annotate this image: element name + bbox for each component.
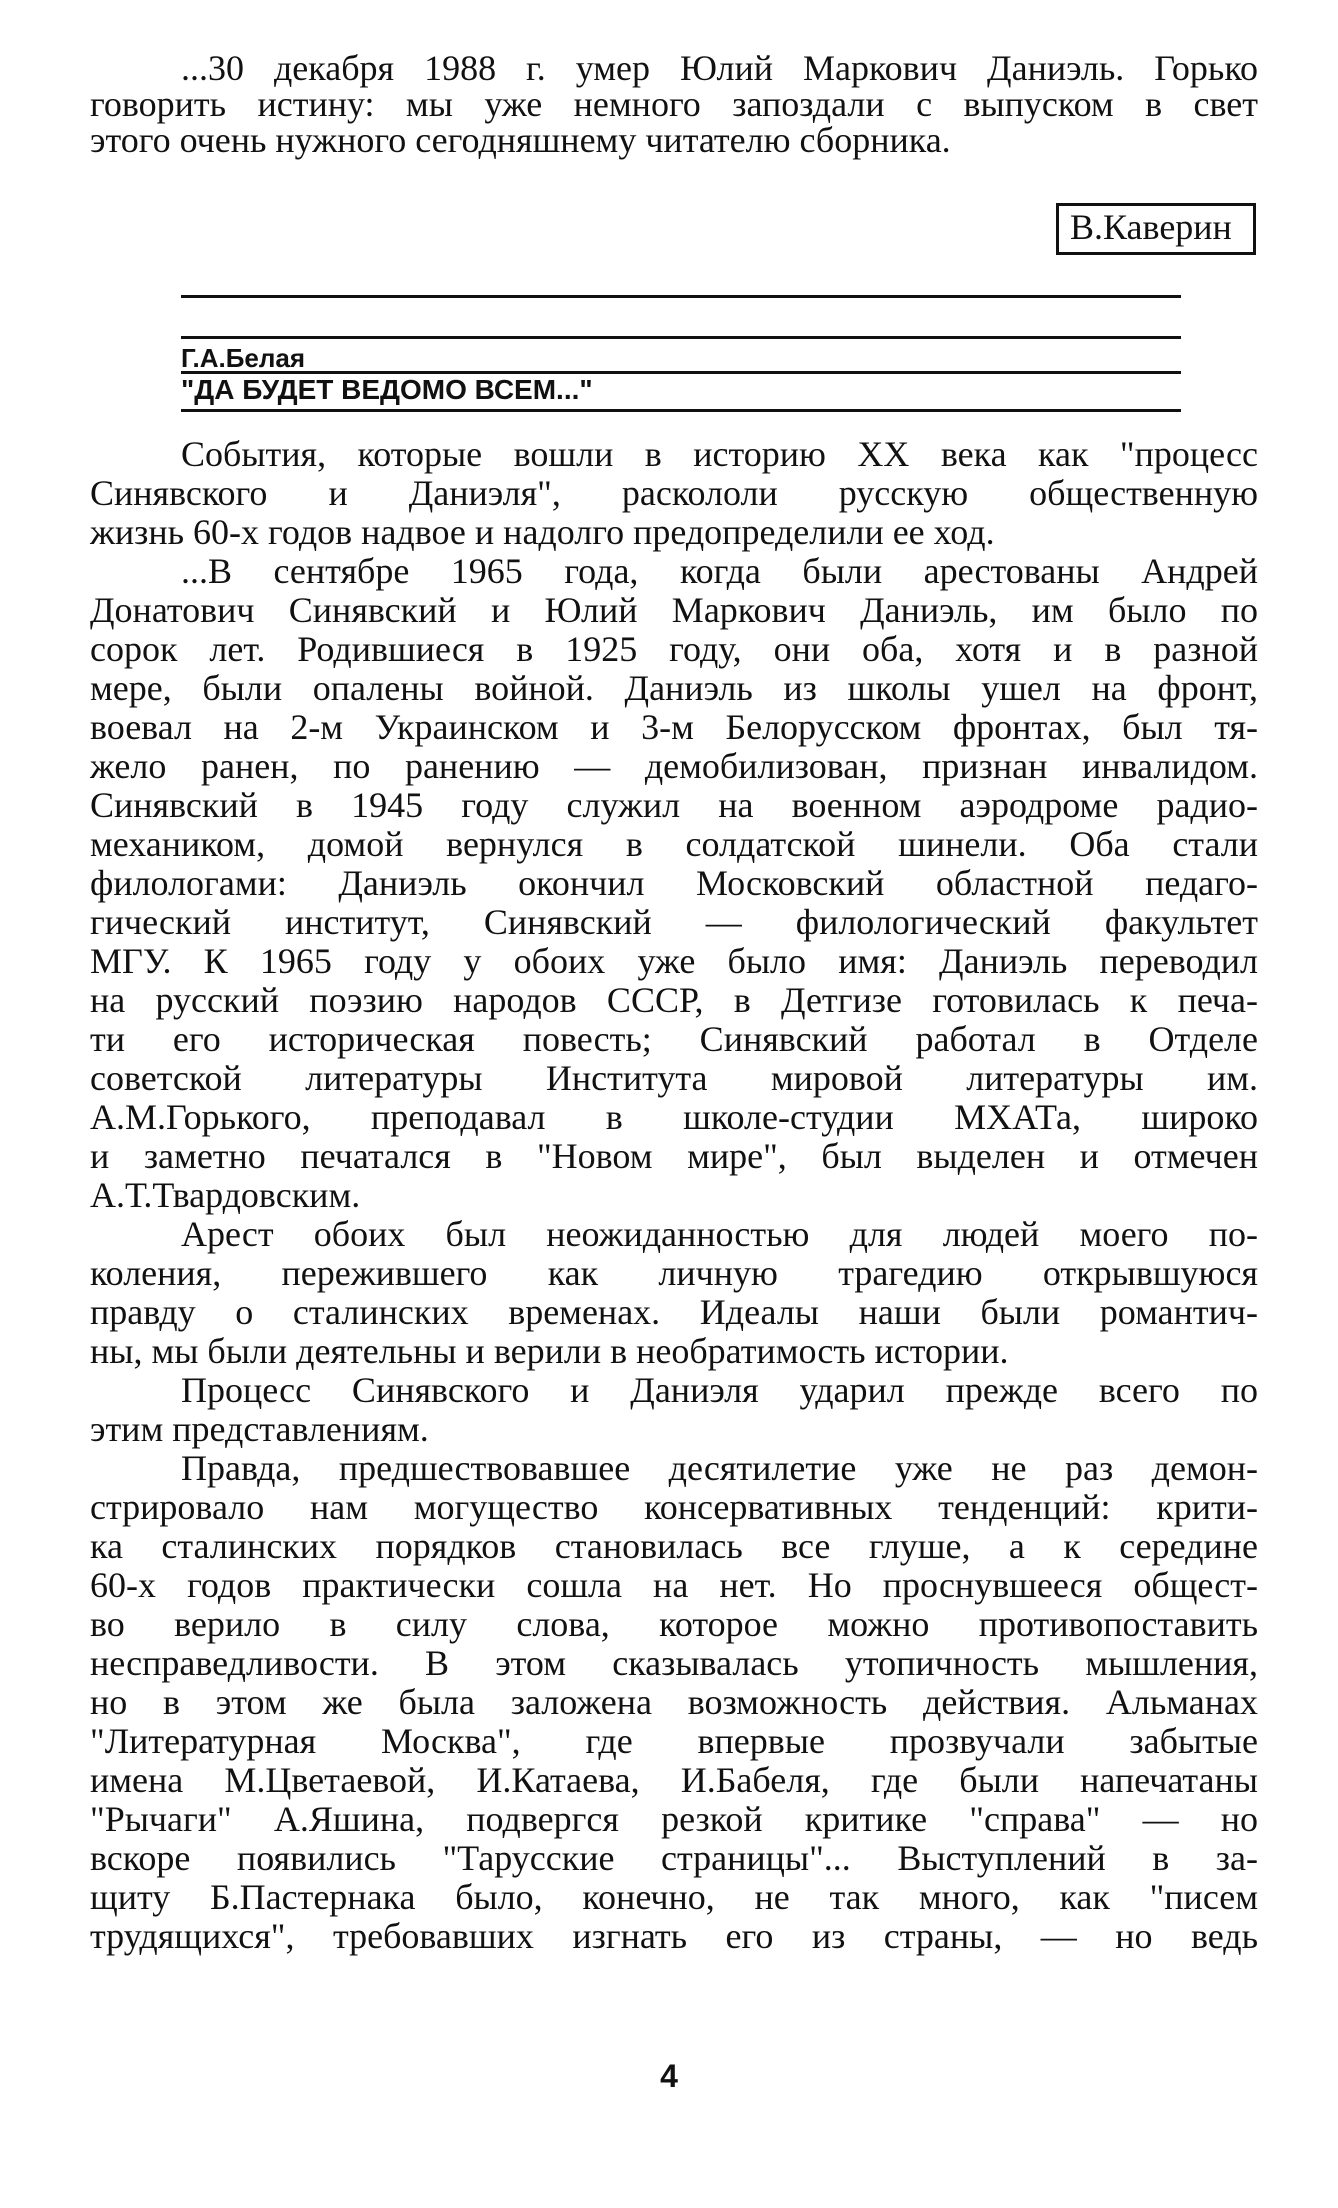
epigraph-line: говорить истину: мы уже немного запоздали с выпуском в свет [90,84,1258,124]
text-line: жизнь 60-х годов надвое и надолго предопределили ее ход. [90,512,995,552]
text-line: ...В сентябре 1965 года, когда были арестованы Андрей [181,551,1258,591]
text-line: на русский поэзию народов СССР, в Детгизе готовилась к печа- [90,980,1258,1020]
text-line: воевал на 2-м Украинском и 3-м Белорусском фронтах, был тя- [90,707,1258,747]
epigraph-line: этого очень нужного сегодняшнему читателю сборника. [90,120,951,160]
text-line: правду о сталинских временах. Идеалы наши были романтич- [90,1292,1258,1332]
epigraph-line: ...30 декабря 1988 г. умер Юлий Маркович Даниэль. Горько [181,48,1258,88]
text-line: имена М.Цветаевой, И.Катаева, И.Бабеля, где были напечатаны [90,1760,1258,1800]
text-line: этим представлениям. [90,1409,429,1449]
text-line: но в этом же была заложена возможность действия. Альманах [90,1682,1258,1722]
text-line: Донатович Синявский и Юлий Маркович Даниэль, им было по [90,590,1258,630]
text-line: ка сталинских порядков становилась все глуше, а к середине [90,1526,1258,1566]
text-line: филологами: Даниэль окончил Московский областной педаго- [90,863,1258,903]
text-line: мере, были опалены войной. Даниэль из школы ушел на фронт, [90,668,1258,708]
divider-rule [181,295,1181,298]
text-line: гический институт, Синявский — филологический факультет [90,902,1258,942]
text-line: трудящихся", требовавших изгнать его из страны, — но ведь [90,1916,1258,1956]
text-line: "Рычаги" А.Яшина, подвергся резкой критике "справа" — но [90,1799,1258,1839]
text-line: ны, мы были деятельны и верили в необратимость истории. [90,1331,1009,1371]
text-line: во верило в силу слова, которое можно противопоставить [90,1604,1258,1644]
page-number: 4 [660,2058,678,2094]
text-line: коления, пережившего как личную трагедию открывшуюся [90,1253,1258,1293]
text-line: "Литературная Москва", где впервые прозвучали забытые [90,1721,1258,1761]
text-line: ти его историческая повесть; Синявский работал в Отделе [90,1019,1258,1059]
text-line: несправедливости. В этом сказывалась утопичность мышления, [90,1643,1258,1683]
text-line: МГУ. К 1965 году у обоих уже было имя: Даниэль переводил [90,941,1258,981]
text-line: Синявский в 1945 году служил на военном аэродроме радио- [90,785,1258,825]
text-line: механиком, домой вернулся в солдатской шинели. Оба стали [90,824,1258,864]
text-line: сорок лет. Родившиеся в 1925 году, они оба, хотя и в разной [90,629,1258,669]
text-line: стрировало нам могущество консервативных тенденций: крити- [90,1487,1258,1527]
text-line: 60-х годов практически сошла на нет. Но проснувшееся общест- [90,1565,1258,1605]
text-line: Синявского и Даниэля", раскололи русскую общественную [90,473,1258,513]
article-author: Г.А.Белая [181,343,306,373]
article-title: "ДА БУДЕТ ВЕДОМО ВСЕМ..." [181,374,593,405]
text-line: и заметно печатался в "Новом мире", был выделен и отмечен [90,1136,1258,1176]
text-line: Правда, предшествовавшее десятилетие уже не раз демон- [181,1448,1258,1488]
divider-rule [181,336,1181,339]
text-line: щиту Б.Пастернака было, конечно, не так много, как "писем [90,1877,1258,1917]
text-line: Арест обоих был неожиданностью для людей моего по- [181,1214,1258,1254]
text-line: жело ранен, по ранению — демобилизован, признан инвалидом. [90,746,1258,786]
text-line: А.Т.Твардовским. [90,1175,361,1215]
text-line: советской литературы Института мировой литературы им. [90,1058,1258,1098]
divider-rule [181,409,1181,412]
text-line: вскоре появились "Тарусские страницы"... Выступлений в за- [90,1838,1258,1878]
text-line: Процесс Синявского и Даниэля ударил прежде всего по [181,1370,1258,1410]
text-line: События, которые вошли в историю XX века как "процесс [181,434,1258,474]
text-line: А.М.Горького, преподавал в школе-студии МХАТа, широко [90,1097,1258,1137]
signature: В.Каверин [1070,207,1232,247]
